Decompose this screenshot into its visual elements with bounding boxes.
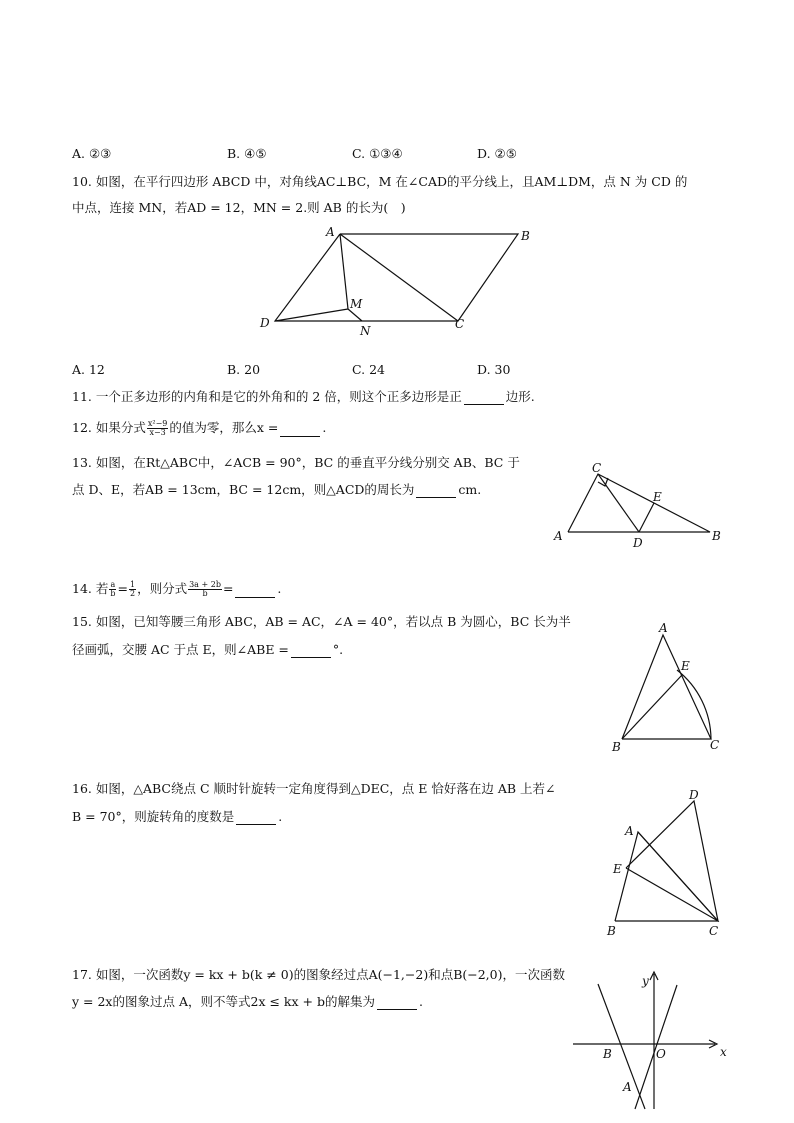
q13-text-line1: 13. 如图，在Rt△ABC中，∠ACB = 90°，BC 的垂直平分线分别交 AB、BC 于 bbox=[72, 455, 520, 470]
q13-label-a: A bbox=[554, 529, 563, 543]
q10-label-c: C bbox=[455, 317, 465, 331]
q15-label-a: A bbox=[659, 621, 668, 635]
q13-label-d: D bbox=[633, 536, 643, 550]
q15-isosceles-figure bbox=[605, 618, 735, 758]
q17-label-x: x bbox=[720, 1045, 727, 1059]
q15-answer-blank bbox=[291, 645, 331, 658]
q10-label-m: M bbox=[350, 297, 363, 311]
q15-text-after: °. bbox=[332, 642, 344, 657]
q15-label-c: C bbox=[710, 738, 720, 752]
q14-text-before: 14. 若 bbox=[72, 581, 109, 596]
q14-fraction2-numerator: 1 bbox=[129, 580, 136, 589]
q16-text-before: B = 70°，则旋转角的度数是 bbox=[72, 809, 235, 824]
q11-text-before: 11. 一个正多边形的内角和是它的外角和的 2 倍，则这个正多边形是正 bbox=[72, 389, 462, 404]
q16-label-d: D bbox=[689, 788, 699, 802]
q17-text-line1: 17. 如图，一次函数y = kx + b(k ≠ 0)的图象经过点A(−1,−2)和点B(−2,0)，一次函数 bbox=[72, 967, 565, 982]
q17-label-a: A bbox=[623, 1080, 632, 1094]
q17-label-origin: O bbox=[656, 1047, 666, 1061]
q16-label-c: C bbox=[709, 924, 719, 938]
q10-label-d: D bbox=[260, 316, 270, 330]
q16-text-line2 bbox=[72, 809, 282, 825]
q9-option-d: D. ②⑤ bbox=[477, 146, 517, 161]
q12-fraction-denominator: x−3 bbox=[149, 428, 166, 437]
q14-fraction-one-half bbox=[129, 581, 136, 598]
q14-text-mid: ，则分式 bbox=[137, 581, 188, 596]
q17-answer-blank bbox=[377, 997, 417, 1010]
q10-option-b: B. 20 bbox=[227, 362, 261, 377]
q13-text-line2 bbox=[72, 482, 481, 498]
q16-label-e: E bbox=[613, 862, 622, 876]
q16-label-b: B bbox=[607, 924, 616, 938]
q14-text-end: . bbox=[277, 581, 282, 596]
q16-answer-blank bbox=[236, 812, 276, 825]
q10-option-a: A. 12 bbox=[72, 362, 105, 377]
q14-fraction-expression bbox=[188, 581, 222, 598]
q10-option-c: C. 24 bbox=[352, 362, 385, 377]
q13-triangle-figure bbox=[550, 458, 730, 550]
q17-text-before: y = 2x的图象过点 A，则不等式2x ≤ kx + b的解集为 bbox=[72, 994, 375, 1009]
q13-text-before: 点 D、E，若AB = 13cm，BC = 12cm，则△ACD的周长为 bbox=[72, 482, 415, 497]
q16-label-a: A bbox=[625, 824, 634, 838]
q10-label-n: N bbox=[360, 324, 371, 338]
q11-text bbox=[72, 389, 535, 405]
q14-fraction3-numerator: 3a + 2b bbox=[189, 580, 221, 589]
q10-text-line2: 中点，连接 MN，若AD = 12，MN = 2.则 AB 的长为( ) bbox=[72, 200, 406, 215]
q15-text-line1: 15. 如图，已知等腰三角形 ABC，AB = AC，∠A = 40°，若以点 B 为圆心，BC 长为半 bbox=[72, 614, 571, 629]
q17-text-line2 bbox=[72, 994, 423, 1010]
q14-equals: = bbox=[117, 581, 128, 596]
q16-text-after: . bbox=[278, 809, 283, 824]
q14-text-after: = bbox=[222, 581, 234, 596]
q16-text-line1: 16. 如图，△ABC绕点 C 顺时针旋转一定角度得到△DEC，点 E 恰好落在边 AB 上若∠ bbox=[72, 781, 556, 796]
q14-fraction2-denominator: 2 bbox=[129, 589, 136, 598]
q11-text-after: 边形. bbox=[505, 389, 535, 404]
q15-label-b: B bbox=[612, 740, 621, 754]
q17-coordinate-figure bbox=[565, 968, 735, 1113]
q15-label-e: E bbox=[681, 659, 690, 673]
q10-text-line1: 10. 如图，在平行四边形 ABCD 中，对角线AC⊥BC，M 在∠CAD的平分线上，且AM⊥DM，点 N 为 CD 的 bbox=[72, 174, 688, 189]
q10-label-b: B bbox=[521, 229, 530, 243]
q14-fraction3-denominator: b bbox=[202, 589, 208, 598]
q11-answer-blank bbox=[464, 392, 504, 405]
q13-label-c: C bbox=[592, 461, 602, 475]
q12-answer-blank bbox=[280, 424, 320, 437]
q12-text-end: . bbox=[322, 420, 327, 435]
q12-text-before: 12. 如果分式 bbox=[72, 420, 146, 435]
q13-answer-blank bbox=[416, 485, 456, 498]
q17-text-after: . bbox=[418, 994, 423, 1009]
q13-text-after: cm. bbox=[458, 482, 482, 497]
q12-text bbox=[72, 420, 326, 437]
q13-label-e: E bbox=[653, 490, 662, 504]
q10-parallelogram-figure bbox=[250, 222, 540, 342]
q12-text-after: 的值为零，那么x = bbox=[169, 420, 279, 435]
q14-answer-blank bbox=[235, 585, 275, 598]
q14-fraction1-numerator: a bbox=[110, 580, 116, 589]
q12-fraction bbox=[147, 420, 169, 437]
q9-option-a: A. ②③ bbox=[72, 146, 112, 161]
q10-option-d: D. 30 bbox=[477, 362, 511, 377]
q16-rotation-figure bbox=[600, 785, 740, 943]
q9-option-c: C. ①③④ bbox=[352, 146, 403, 161]
q10-label-a: A bbox=[326, 225, 335, 239]
q14-text bbox=[72, 581, 281, 598]
q9-option-b: B. ④⑤ bbox=[227, 146, 267, 161]
q17-label-b: B bbox=[603, 1047, 612, 1061]
q14-fraction-a-over-b bbox=[109, 581, 116, 598]
q13-label-b: B bbox=[712, 529, 721, 543]
q17-label-y: y bbox=[642, 974, 649, 988]
q15-text-line2 bbox=[72, 642, 343, 658]
q12-fraction-numerator: x²−9 bbox=[147, 419, 168, 428]
q15-text-before: 径画弧，交腰 AC 于点 E，则∠ABE = bbox=[72, 642, 289, 657]
q14-fraction1-denominator: b bbox=[110, 589, 116, 598]
